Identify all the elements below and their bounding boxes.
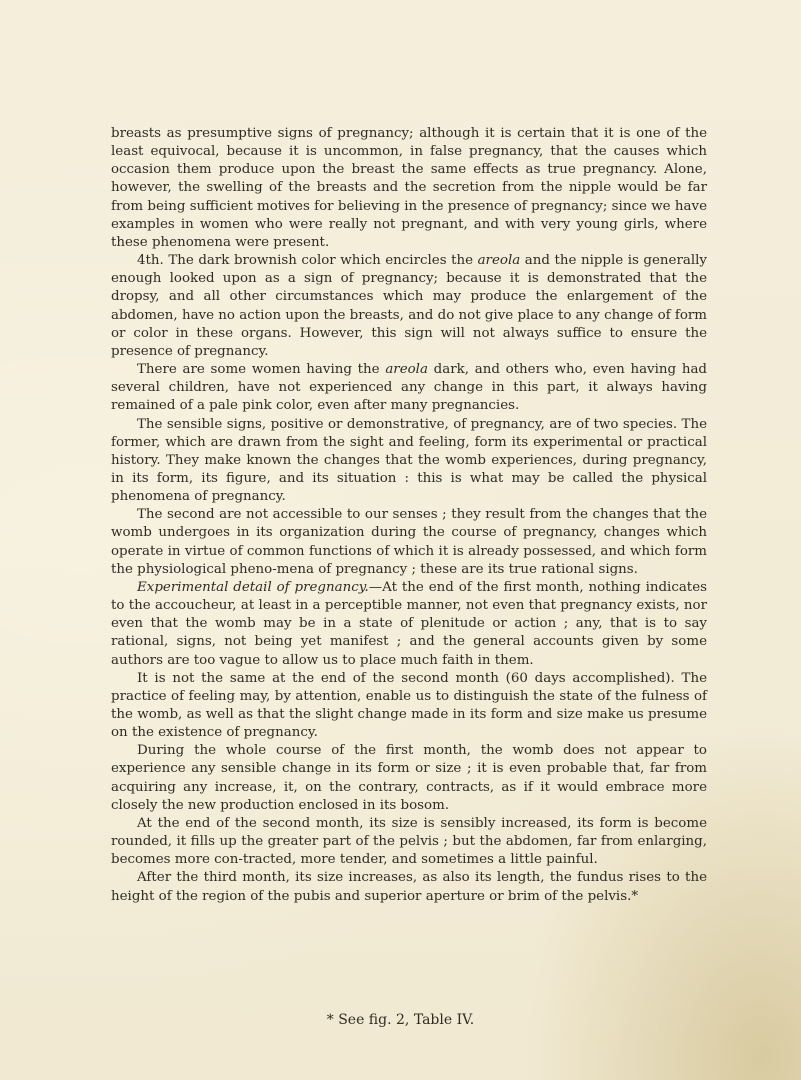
paragraph-4: The sensible signs, positive or demonstrative, of pregnancy, are of two species. The former, which are drawn from the sight and feeling, form its experimental or practical history. They make known the changes that the womb experiences, during pregnancy, in its form, its figure, and its situation : this is what may be called the physical phenomena of pregnancy.	[111, 416, 707, 505]
paragraph-7: It is not the same at the end of the second month (60 days accomplished). The practice of feeling may, by attention, enable us to distinguish the state of the fulness of the womb, as well as that the slight change made in its form and size make us presume on the existence of pregnancy.	[111, 670, 707, 741]
paragraph-8: During the whole course of the first month, the womb does not appear to experience any sensible change in its form or size ; it is even probable that, far from acquiring any increase, it, on the contrary, contracts, as if it would embrace more closely the new production enclosed in its bosom.	[111, 743, 707, 813]
paragraph-1: breasts as presumptive signs of pregnancy; although it is certain that it is one of the least equivocal, because it is uncommon, in false pregnancy, that the causes which occasion them produce upon the breast the same effects as true pregnancy. Alone, however, the swelling of the breasts and the secretion from the nipple would be far from being sufficient motives for believing in the presence of pregnancy; since we have examples in women who were really not pregnant, and with very young girls, where these phenomena were present.	[111, 126, 707, 250]
italic-term: areola	[477, 253, 521, 269]
paragraph-6: Experimental detail of pregnancy.—At the end of the first month, nothing indicates to the accoucheur, at least in a perceptible manner, not even that pregnancy exists, nor even that the womb may be in a state of plenitude or action ; any, that is to say rational, signs, not being yet manifest ; and the general accounts given by some authors are too vague to allow us to place much faith in them.	[111, 579, 707, 668]
footnote: * See fig. 2, Table IV.	[326, 1012, 475, 1028]
paragraph-10: After the third month, its size increases, as also its length, the fundus rises to the height of the region of the pubis and superior aperture or brim of the pelvis.*	[111, 870, 707, 904]
italic-term: areola	[385, 362, 428, 378]
section-heading-italic: Experimental detail of pregnancy.	[137, 579, 369, 595]
paragraph-3: There are some women having the areola dark, and others who, even having had several children, have not experienced any change in this part, it always having remained of a pale pink color, even after many pregnancies.	[111, 362, 707, 414]
paragraph-9: At the end of the second month, its size is sensibly increased, its form is become rounded, it fills up the greater part of the pelvis ; but the abdomen, far from enlarging, becomes more con-tracted, more tender, and sometimes a little painful.	[111, 815, 707, 868]
paragraph-2: 4th. The dark brownish color which encircles the areola and the nipple is generally enough looked upon as a sign of pregnancy; because it is demonstrated that the dropsy, and all other circumstances which may produce the enlargement of the abdomen, have no action upon the breasts, and do not give place to any change of form or color in these organs. However, this sign will not always suffice to ensure the presence of pregnancy.	[111, 253, 707, 359]
body-text	[111, 125, 707, 906]
paragraph-5: The second are not accessible to our senses ; they result from the changes that the womb undergoes in its organization during the course of pregnancy, changes which operate in virtue of common functions of which it is already possessed, and which form the physiological pheno-mena of pregnancy ; these are its true rational signs.	[111, 507, 707, 577]
